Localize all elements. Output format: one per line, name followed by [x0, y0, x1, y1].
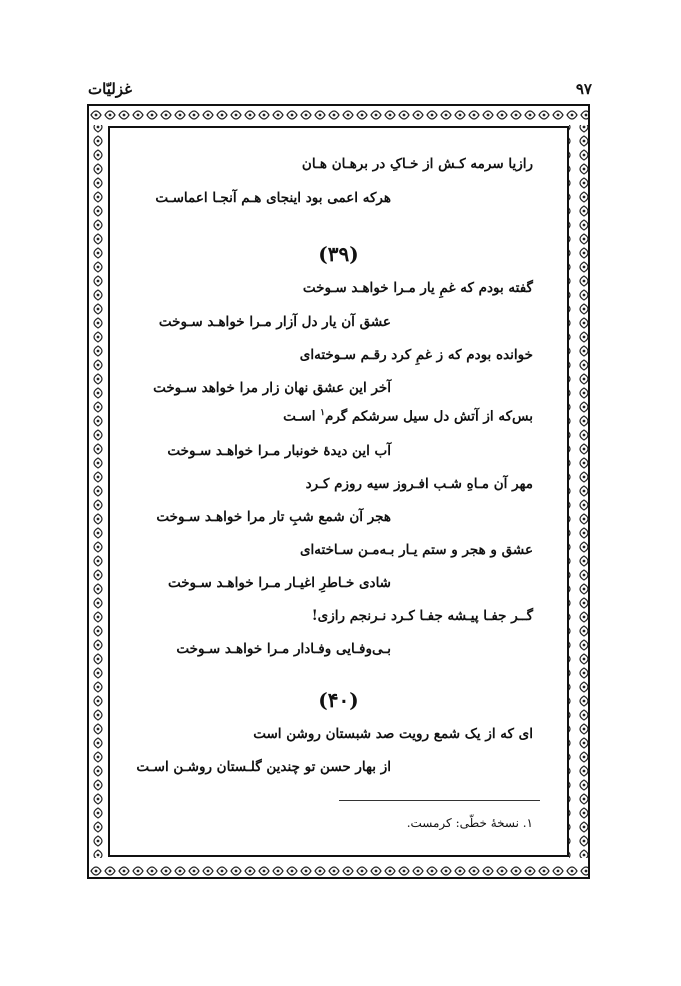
- page-number: ۹۷: [575, 80, 592, 98]
- verse-line: هرکه اعمی بود اینجای هـم آنجـا اعماسـت: [155, 190, 391, 206]
- running-title: غزلیّات: [88, 80, 132, 98]
- footnote-marker: ۱: [320, 408, 325, 418]
- footnote-separator: [339, 800, 540, 801]
- verse-line: بـی‌وفـایی وفـادار مـرا خواهـد سـوخت: [176, 641, 391, 657]
- verse-line: هجر آن شمع شبِ تار مرا خواهـد سـوخت: [156, 509, 391, 525]
- poem-number: (۳۹): [318, 242, 359, 266]
- verse-line-with-footnote: [283, 408, 533, 425]
- verse-line: گــر جفـا پیـشه جفـا کـرد نـرنجم رازی!: [311, 608, 533, 624]
- verse-line: رازیا سرمه کـش از خـاکِ در برهـان هـان: [301, 156, 533, 172]
- verse-line: آخر این عشق نهان زار مرا خواهد سـوخت: [153, 380, 391, 396]
- verse-text-tail: اسـت: [283, 408, 316, 425]
- verse-line: عشق و هجر و ستم یـار بـه‌مـن سـاخته‌ای: [299, 542, 533, 558]
- page-content: [120, 140, 557, 850]
- verse-line: آب این دیدهٔ خونبار مـرا خواهـد سـوخت: [167, 443, 391, 459]
- verse-line: مهر آن مـاهِ شـب افـروز سیه روزم کـرد: [305, 476, 533, 492]
- verse-line: گفته بودم که غمِ یار مـرا خواهـد سـوخت: [302, 280, 533, 296]
- poem-number: (۴۰): [318, 688, 359, 712]
- verse-line: خوانده بودم که ز غمِ کرد رقـم سـوخته‌ای: [299, 347, 533, 363]
- footnote: ۱. نسخهٔ خطّی: کرمست.: [406, 816, 533, 830]
- verse-line: عشق آن یار دل آزار مـرا خواهـد سـوخت: [158, 314, 391, 330]
- page-header: [88, 80, 592, 100]
- verse-text: بس‌که از آتش دل سیل سرشکم گرم: [325, 408, 533, 425]
- verse-line: شادی خـاطرِ اغیـار مـرا خواهـد سـوخت: [167, 575, 391, 591]
- verse-line: از بهار حسن تو چندین گلـستان روشـن اسـت: [136, 759, 391, 775]
- verse-line: ای که از یک شمع رویت صد شبستان روشن است: [253, 726, 533, 742]
